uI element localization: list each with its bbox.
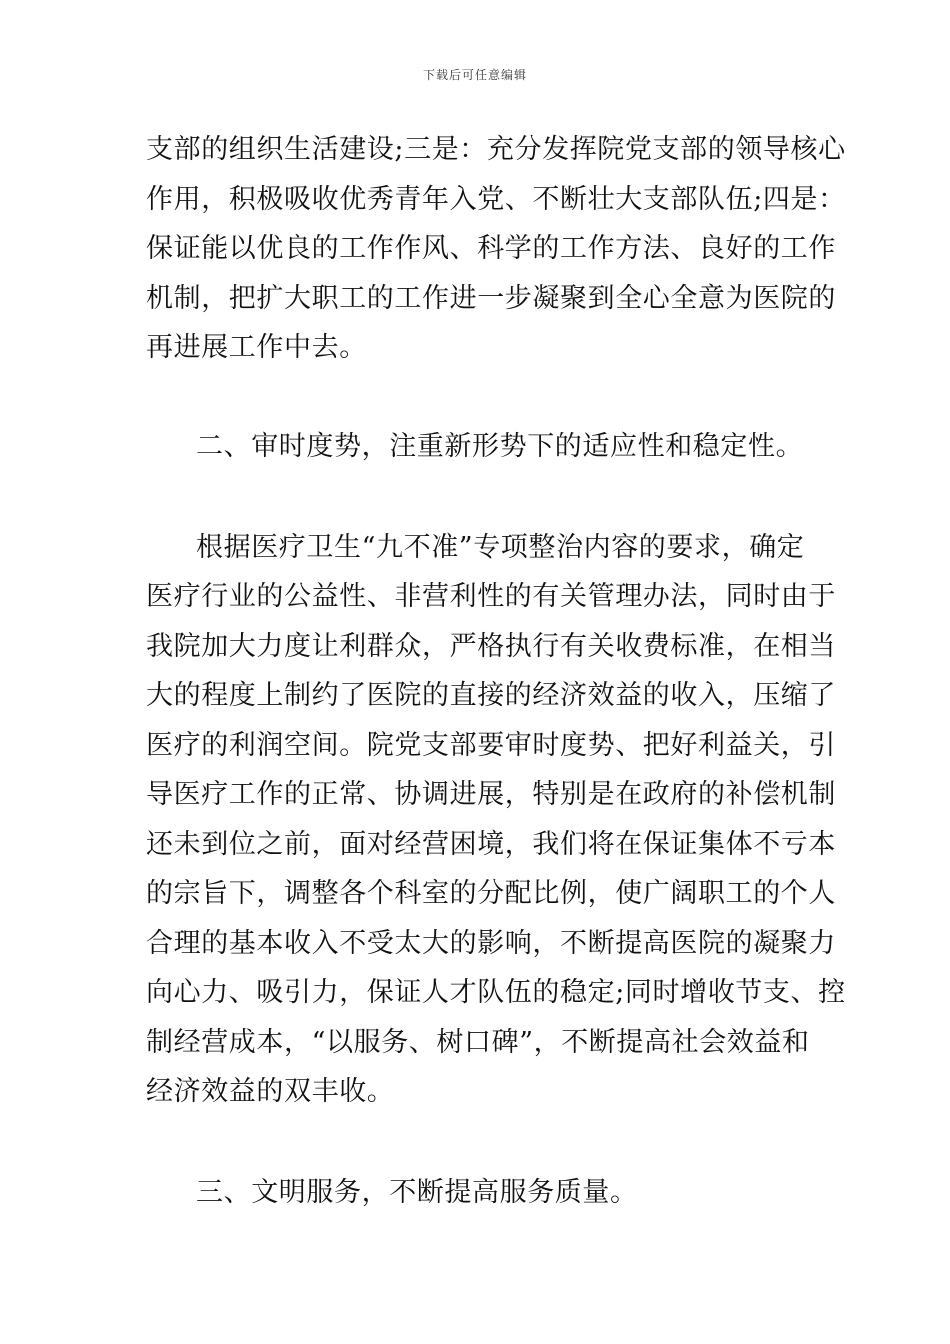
para1-line-4: 机制，把扩大职工的工作进一步凝聚到全心全意为医院的 xyxy=(146,283,836,314)
para2-line-2: 医疗行业的公益性、非营利性的有关管理办法，同时由于 xyxy=(146,581,836,612)
section-heading-3: 三、文明服务，不断提高服务质量。 xyxy=(196,1177,638,1208)
para2-line-6: 导医疗工作的正常、协调进展，特别是在政府的补偿机制 xyxy=(146,779,836,810)
para2-line-10: 向心力、吸引力，保证人才队伍的稳定;同时增收节支、控 xyxy=(146,977,846,1008)
para1-line-2: 作用，积极吸收优秀青年入党、不断壮大支部队伍;四是： xyxy=(146,184,846,215)
para1-line-5: 再进展工作中去。 xyxy=(146,332,367,363)
para2-line-4: 大的程度上制约了医院的直接的经济效益的收入，压缩了 xyxy=(146,680,836,711)
para1-line-1: 支部的组织生活建设;三是：充分发挥院党支部的领导核心 xyxy=(146,134,846,165)
para2-line-5: 医疗的利润空间。院党支部要审时度势、把好利益关，引 xyxy=(146,730,836,761)
header-note: 下载后可任意编辑 xyxy=(422,68,527,82)
section-heading-2: 二、审时度势，注重新形势下的适应性和稳定性。 xyxy=(196,431,804,462)
para2-line-9: 合理的基本收入不受太大的影响，不断提高医院的凝聚力 xyxy=(146,928,836,959)
para2-line-1: 根据医疗卫生“九不准”专项整治内容的要求，确定 xyxy=(196,532,805,563)
para2-line-12: 经济效益的双丰收。 xyxy=(146,1076,395,1107)
para2-line-11: 制经营成本，“以服务、树口碑”，不断提高社会效益和 xyxy=(146,1027,810,1058)
para2-line-7: 还未到位之前，面对经营困境，我们将在保证集体不亏本 xyxy=(146,829,836,860)
para2-line-8: 的宗旨下，调整各个科室的分配比例，使广阔职工的个人 xyxy=(146,878,836,909)
para2-line-3: 我院加大力度让利群众，严格执行有关收费标准，在相当 xyxy=(146,631,836,662)
para1-line-3: 保证能以优良的工作作风、科学的工作方法、良好的工作 xyxy=(146,233,836,264)
